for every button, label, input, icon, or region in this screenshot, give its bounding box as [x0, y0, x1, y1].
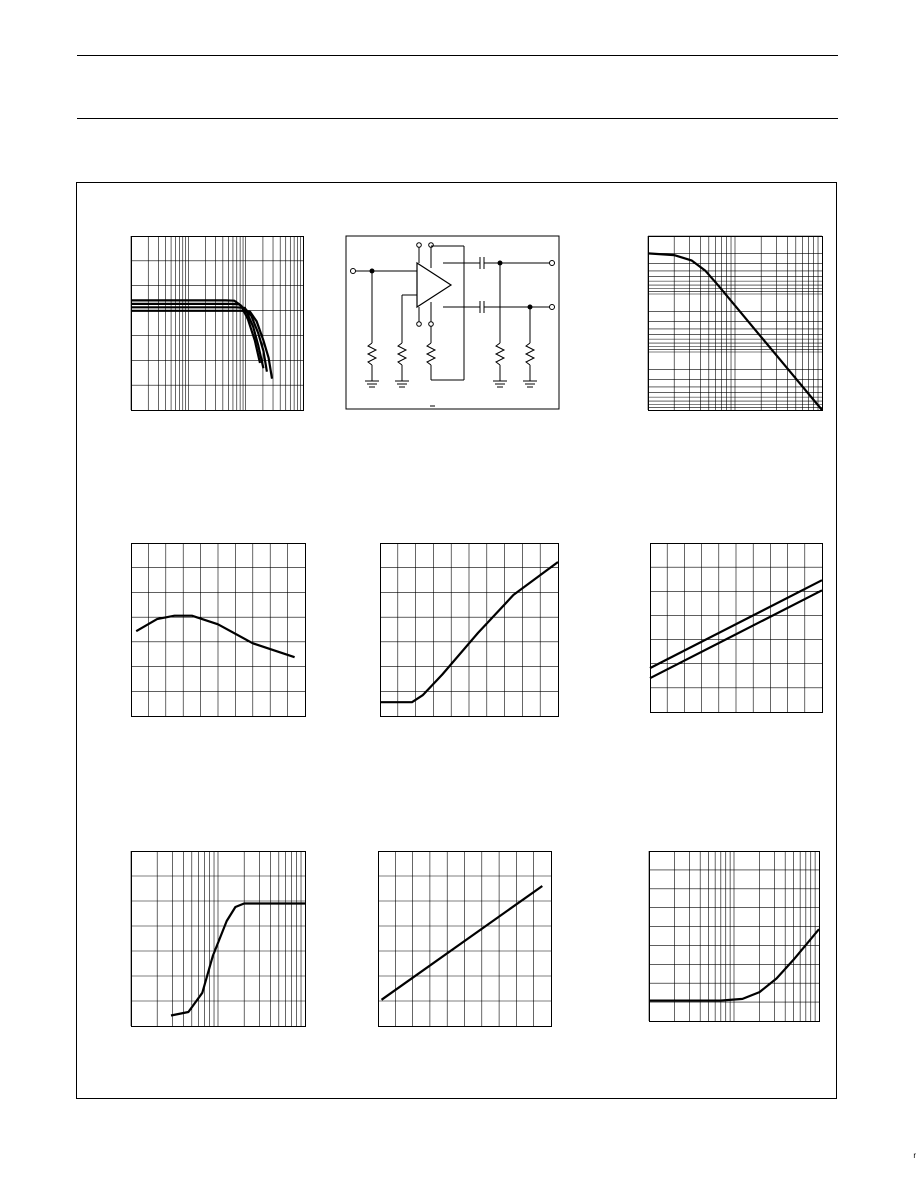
- chart-panel-8: [378, 851, 553, 1029]
- grid: [649, 851, 819, 1021]
- resistor-5: [526, 343, 534, 365]
- resistor-1: [368, 343, 376, 365]
- header-top-rule: [77, 55, 838, 56]
- chart-panel-7: [131, 851, 307, 1029]
- series-line-2: [131, 304, 263, 368]
- plot-frame: [132, 237, 304, 411]
- grid: [131, 236, 303, 410]
- series-line-1: [382, 886, 543, 1000]
- series-line-1: [171, 904, 305, 1016]
- resistor-2: [398, 343, 406, 365]
- input-terminal: [351, 269, 356, 274]
- output-terminal-2: [550, 305, 555, 310]
- chart-panel-4: [131, 543, 307, 719]
- resistor-4: [496, 343, 504, 365]
- corner-mark: r: [913, 1151, 916, 1160]
- chart-panel-5: [380, 543, 560, 719]
- amplifier-triangle: [417, 263, 451, 307]
- grid: [378, 851, 551, 1026]
- plot-frame: [649, 237, 823, 411]
- ground-2: [395, 365, 409, 387]
- ground-1: [365, 365, 379, 387]
- output-terminal-1: [550, 261, 555, 266]
- plot-frame: [379, 852, 552, 1027]
- plot-frame: [132, 544, 306, 717]
- grid: [131, 543, 305, 716]
- header-bottom-rule: [77, 118, 838, 119]
- chart-panel-1: [131, 236, 305, 412]
- chart-panel-9: [649, 851, 821, 1025]
- series-line-1: [136, 616, 294, 658]
- chart-panel-3: [648, 236, 824, 412]
- ground-3: [493, 365, 507, 387]
- grid: [380, 543, 558, 716]
- grid: [131, 851, 305, 1026]
- plot-frame: [381, 544, 559, 717]
- test-circuit-schematic: [345, 235, 561, 412]
- ground-4: [523, 365, 537, 387]
- plot-frame: [651, 544, 823, 713]
- chart-panel-6: [650, 543, 824, 715]
- plot-frame: [650, 852, 820, 1022]
- grid: [650, 543, 822, 712]
- grid: [648, 236, 822, 410]
- resistor-3: [427, 343, 435, 365]
